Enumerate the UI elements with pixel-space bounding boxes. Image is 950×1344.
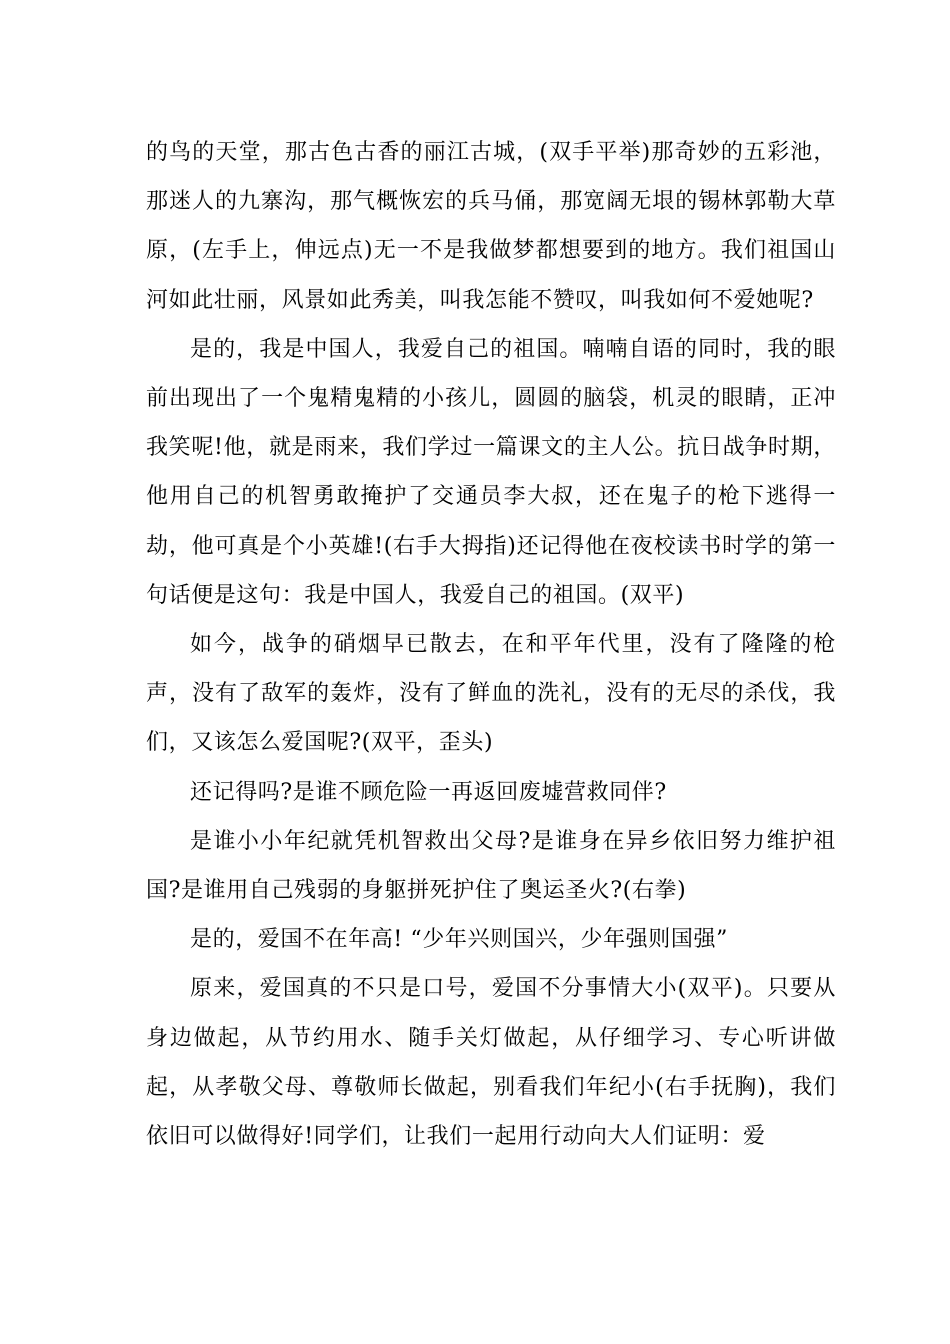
- paragraph-7: 原来，爱国真的不只是口号，爱国不分事情大小(双平)。只要从身边做起，从节约用水、随手关灯做起，从仔细学习、专心听讲做起，从孝敬父母、尊敬师长做起，别看我们年纪小(右手抚胸)，我们依旧可以做得好!同学们，让我们一起用行动向大人们证明：爱: [146, 976, 836, 1150]
- paragraph-1: 的鸟的天堂，那古色古香的丽江古城，(双手平举)那奇妙的五彩池，那迷人的九寨沟，那气概恢宏的兵马俑，那宽阔无垠的锡林郭勒大草原，(左手上，伸远点)无一不是我做梦都想要到的地方。我们祖国山河如此壮丽，风景如此秀美，叫我怎能不赞叹，叫我如何不爱她呢?: [146, 140, 836, 313]
- paragraph-4: 还记得吗?是谁不顾危险一再返回废墟营救同伴?: [190, 779, 667, 805]
- paragraph-3: 如今，战争的硝烟早已散去，在和平年代里，没有了隆隆的枪声，没有了敌军的轰炸，没有了鲜血的洗礼，没有的无尽的杀伐，我们，又该怎么爱国呢?(双平，歪头): [146, 632, 836, 756]
- paragraph-5: 是谁小小年纪就凭机智救出父母?是谁身在异乡依旧努力维护祖国?是谁用自己残弱的身躯拼死护住了奥运圣火?(右拳): [146, 828, 836, 904]
- document-body: [146, 128, 836, 1161]
- paragraph-6: 是的，爱国不在年高! “少年兴则国兴，少年强则国强”: [190, 927, 728, 953]
- paragraph-2: 是的，我是中国人，我爱自己的祖国。喃喃自语的同时，我的眼前出现出了一个鬼精鬼精的小孩儿，圆圆的脑袋，机灵的眼睛，正冲我笑呢!他，就是雨来，我们学过一篇课文的主人公。抗日战争时期，他用自己的机智勇敢掩护了交通员李大叔，还在鬼子的枪下逃得一劫，他可真是个小英雄!(右手大拇指)还记得他在夜校读书时学的第一句话便是这句：我是中国人，我爱自己的祖国。(双平): [146, 336, 836, 608]
